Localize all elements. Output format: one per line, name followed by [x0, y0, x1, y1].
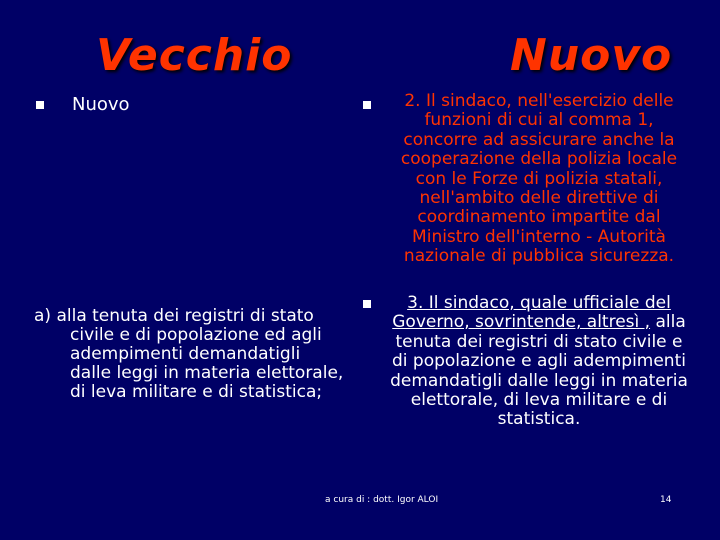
right-paragraph-3-rest: alla tenuta dei registri di stato civile e di popolazione e agli adempimenti demandatigli dalle leggi in materia elettorale, di leva militare e di statistica. — [390, 312, 688, 430]
title-old: Vecchio — [96, 30, 293, 81]
left-paragraph-text: a) alla tenuta dei registri di stato civile e di popolazione ed agli adempimenti demandatigli dalle leggi in materia elettorale, di leva militare e di statistica; — [34, 306, 344, 402]
left-paragraph — [34, 307, 344, 402]
right-paragraph-3 — [389, 294, 689, 430]
bullet-icon — [363, 300, 371, 308]
bullet-icon — [36, 101, 44, 109]
right-paragraph-3-underlined: 3. Il sindaco, quale ufficiale del Governo, sovrintende, altresì , — [392, 293, 671, 333]
page-number: 14 — [660, 495, 672, 505]
bullet-icon — [363, 101, 371, 109]
right-paragraph-2: 2. Il sindaco, nell'esercizio delle funzioni di cui al comma 1, concorre ad assicurare anche la cooperazione della polizia locale con le Forze di polizia statali, nell'ambito delle direttive di coordinamento impartite dal Ministro dell'interno - Autorità nazionale di pubblica sicurezza. — [400, 91, 678, 267]
title-new: Nuovo — [510, 30, 673, 81]
left-label: Nuovo — [72, 94, 130, 115]
footer-credit: a cura di : dott. Igor ALOI — [325, 495, 439, 505]
